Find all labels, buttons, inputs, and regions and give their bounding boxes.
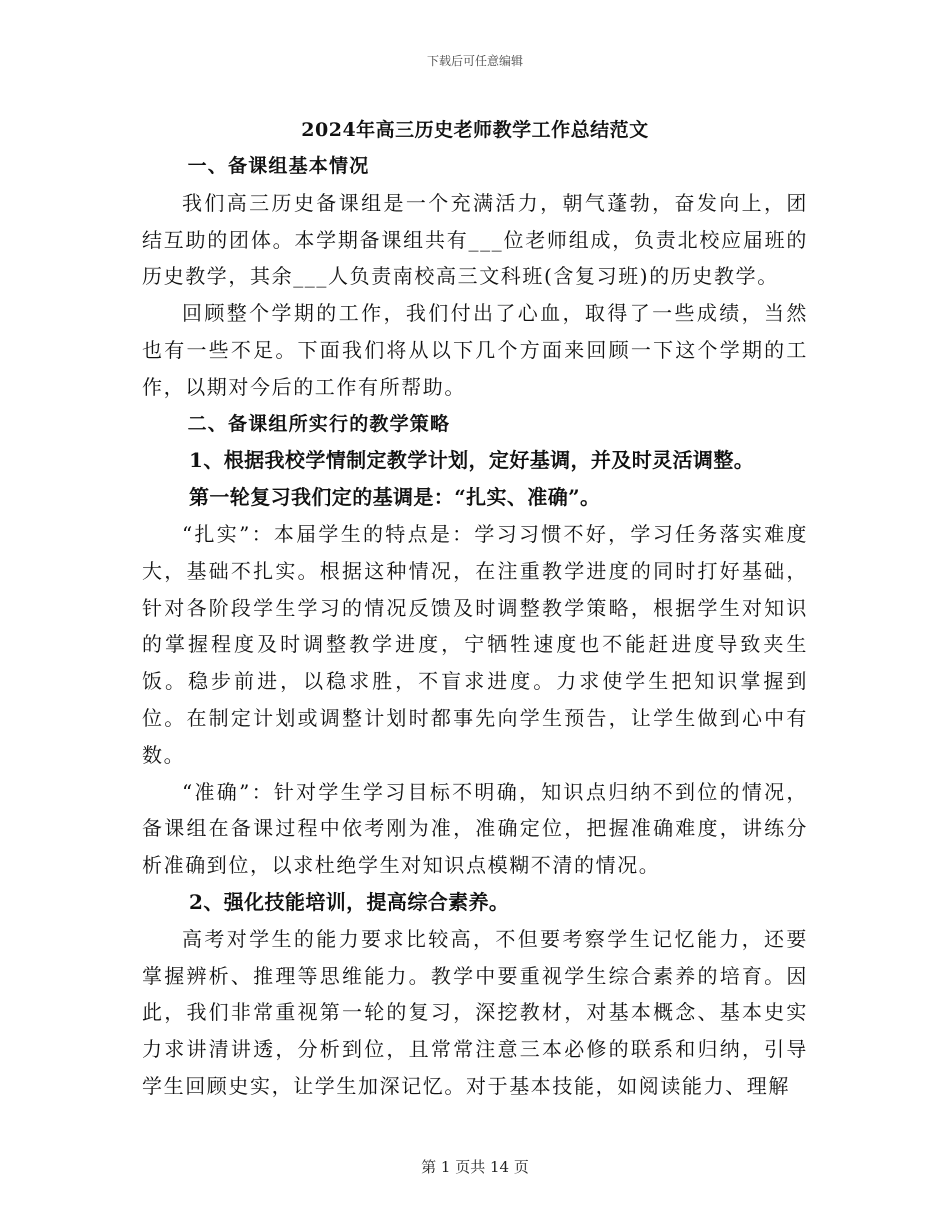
paragraph-accurate: “准确”：针对学生学习目标不明确，知识点归纳不到位的情况，备课组在备课过程中依考刚为准，准确定位，把握准确难度，讲练分析准确到位，以求杜绝学生对知识点模糊不清的情况。 [142, 779, 808, 878]
page-header-note: 下载后可任意编辑 [426, 54, 523, 68]
page-number: 第 1 页共 14 页 [421, 1158, 529, 1176]
paragraph-group-intro: 我们高三历史备课组是一个充满活力，朝气蓬勃，奋发向上，团结互助的团体。本学期备课组共有___位老师组成，负责北校应届班的历史教学，其余___人负责南校高三文科班(含复习班)的历史教学。 [142, 190, 808, 289]
paragraph-exam-ability: 高考对学生的能力要求比较高，不但要考察学生记忆能力，还要掌握辨析、推理等思维能力。教学中要重视学生综合素养的培育。因此，我们非常重视第一轮的复习，深挖教材，对基本概念、基本史实力求讲清讲透，分析到位，且常常注意三本必修的联系和归纳，引导学生回顾史实，让学生加深记忆。对于基本技能，如阅读能力、理解 [142, 926, 808, 1098]
section-heading-basic-info: 一、备课组基本情况 [187, 155, 370, 177]
section-heading-strategy: 二、备课组所实行的教学策略 [187, 412, 451, 435]
subheading-skills: 2、强化技能培训，提高综合素养。 [189, 889, 510, 914]
document-body [142, 112, 808, 1105]
document-title: 2024年高三历史老师教学工作总结范文 [301, 119, 649, 141]
subheading-plan: 1、根据我校学情制定教学计划，定好基调，并及时灵活调整。 [189, 448, 755, 473]
subheading-first-round: 第一轮复习我们定的基调是：“扎实、准确”。 [189, 485, 601, 510]
paragraph-solid: “扎实”：本届学生的特点是：学习习惯不好，学习任务落实难度大，基础不扎实。根据这种情况，在注重教学进度的同时打好基础，针对各阶段学生学习的情况反馈及时调整教学策略，根据学生对知识的掌握程度及时调整教学进度，宁牺牲速度也不能赶进度导致夹生饭。稳步前进，以稳求胜，不盲求进度。力求使学生把知识掌握到位。在制定计划或调整计划时都事先向学生预告，让学生做到心中有数。 [142, 521, 808, 767]
paragraph-review: 回顾整个学期的工作，我们付出了心血，取得了一些成绩，当然也有一些不足。下面我们将从以下几个方面来回顾一下这个学期的工作，以期对今后的工作有所帮助。 [142, 301, 808, 399]
